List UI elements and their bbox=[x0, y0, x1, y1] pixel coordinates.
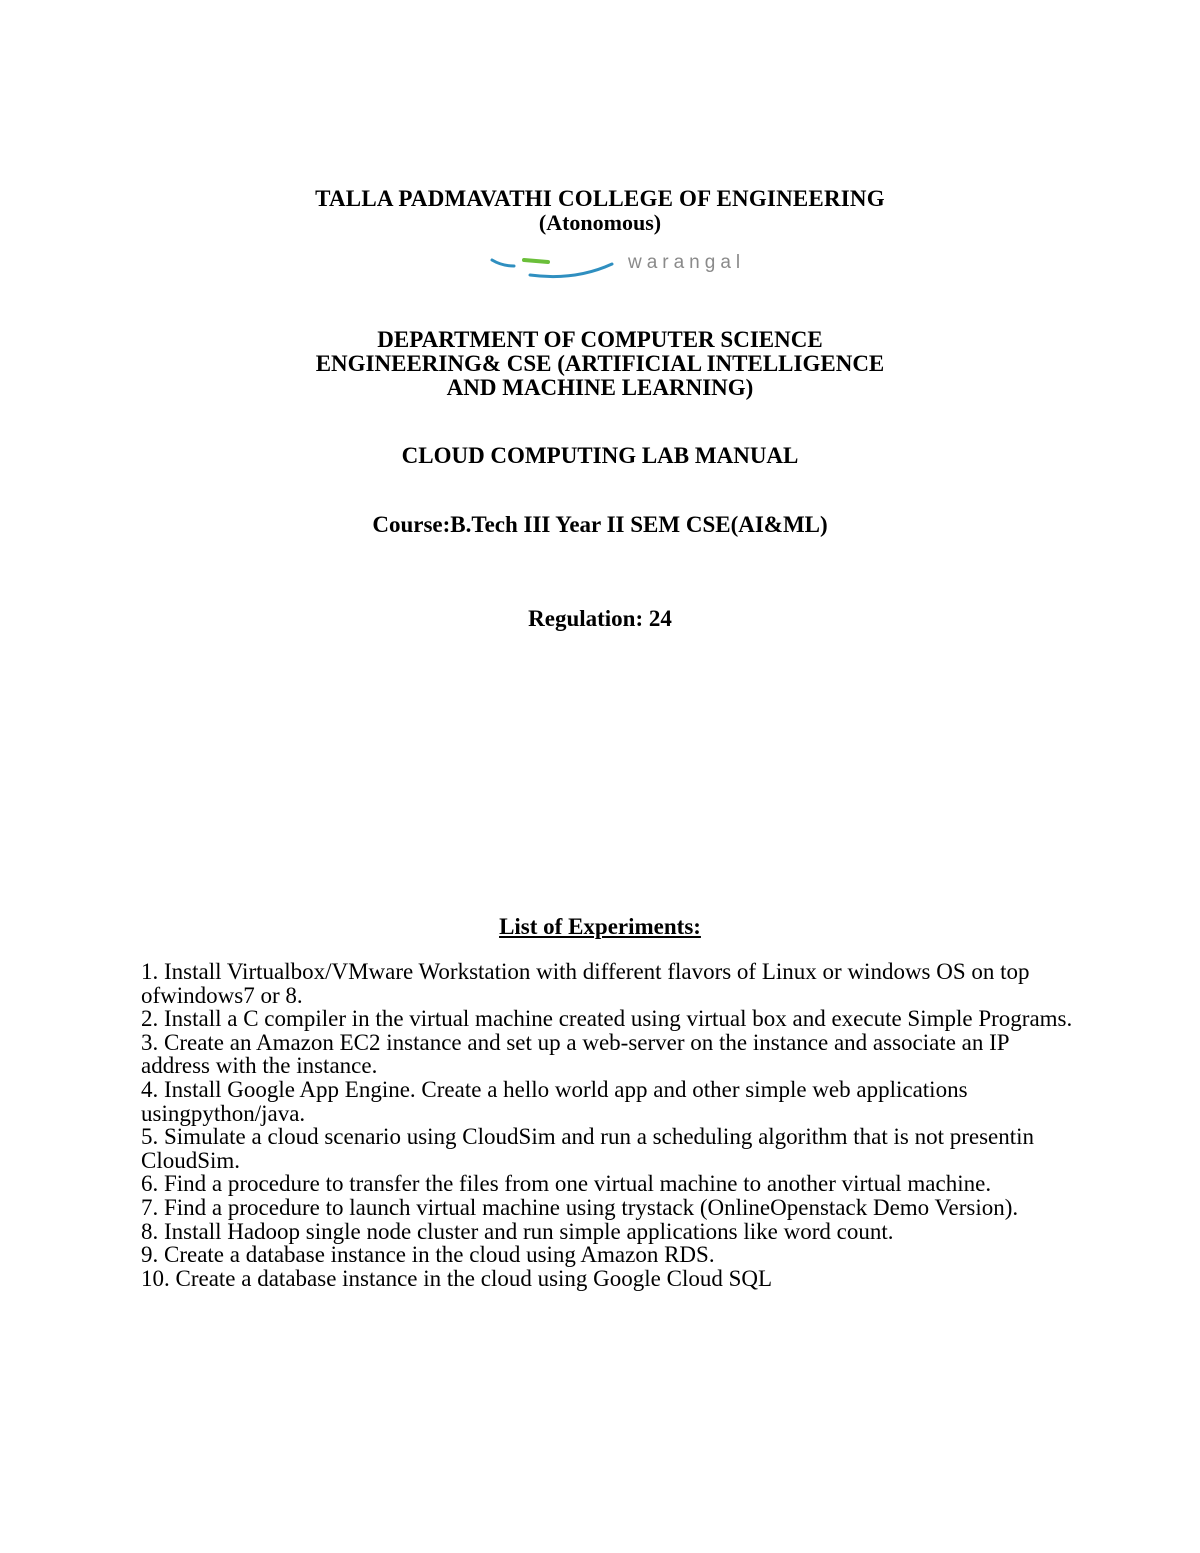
department-block bbox=[0, 328, 1200, 400]
experiment-item: 5. Simulate a cloud scenario using CloudSim and run a scheduling algorithm that is not presentin CloudSim. bbox=[141, 1124, 1035, 1173]
logo-text: warangal bbox=[628, 252, 746, 273]
manual-title: CLOUD COMPUTING LAB MANUAL bbox=[401, 443, 799, 468]
experiment-item: 9. Create a database instance in the cloud using Amazon RDS. bbox=[141, 1242, 715, 1268]
experiment-item: 10. Create a database instance in the cloud using Google Cloud SQL bbox=[141, 1265, 773, 1291]
experiment-item: 6. Find a procedure to transfer the files from one virtual machine to another virtual machine. bbox=[141, 1171, 992, 1197]
experiment-item: 1. Install Virtualbox/VMware Workstation with different flavors of Linux or windows OS on top ofwindows7 or 8. bbox=[141, 959, 1030, 1008]
experiments-list bbox=[141, 960, 1081, 1290]
regulation-info: Regulation: 24 bbox=[528, 606, 672, 631]
department-line-2: ENGINEERING& CSE (ARTIFICIAL INTELLIGENCE bbox=[315, 351, 885, 376]
course-info: Course:B.Tech III Year II SEM CSE(AI&ML) bbox=[372, 512, 828, 537]
experiment-item: 4. Install Google App Engine. Create a hello world app and other simple web applications usingpython/java. bbox=[141, 1076, 968, 1126]
college-name: TALLA PADMAVATHI COLLEGE OF ENGINEERING bbox=[315, 186, 885, 211]
department-line-3: AND MACHINE LEARNING) bbox=[446, 375, 754, 400]
experiment-item: 2. Install a C compiler in the virtual machine created using virtual box and execute Simple Programs. bbox=[141, 1006, 1073, 1032]
department-line-1: DEPARTMENT OF COMPUTER SCIENCE bbox=[377, 327, 823, 352]
autonomous-label: (Atonomous) bbox=[538, 210, 662, 235]
college-logo bbox=[480, 248, 760, 284]
experiment-item: 8. Install Hadoop single node cluster and run simple applications like word count. bbox=[141, 1218, 894, 1244]
experiment-item: 3. Create an Amazon EC2 instance and set up a web-server on the instance and associate an IP address with the instance. bbox=[141, 1029, 1009, 1079]
experiment-item: 7. Find a procedure to launch virtual machine using trystack (OnlineOpenstack Demo Version). bbox=[141, 1194, 1019, 1220]
experiments-heading: List of Experiments: bbox=[499, 914, 701, 939]
